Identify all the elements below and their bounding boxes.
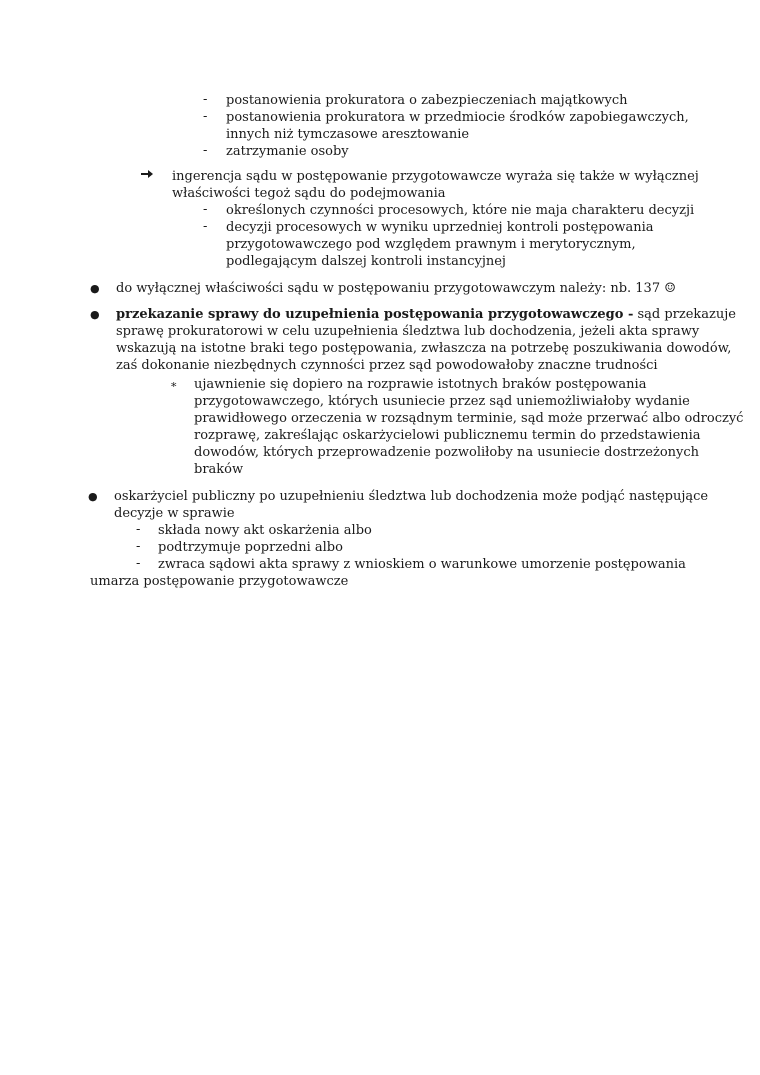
list-item: - postanowienia prokuratora w przedmiocie środków zapobiegawczych,: [203, 109, 689, 125]
list-item-continuation: innych niż tymczasowe aresztowanie: [226, 127, 470, 142]
list-item: - zwraca sądowi akta sprawy z wnioskiem o warunkowe umorzenie postępowania: [136, 556, 686, 572]
star-item-continuation: rozprawę, zakreślając oskarżycielowi publicznemu termin do przedstawienia: [194, 428, 701, 443]
arrow-list-item: ingerencja sądu w postępowanie przygotowawcze wyraża się także w wyłącznej: [140, 168, 699, 185]
bullet-item-continuation: decyzje w sprawie: [114, 506, 235, 521]
list-item: - postanowienia prokuratora o zabezpieczeniach majątkowych: [203, 92, 628, 108]
star-item-continuation: dowodów, których przeprowadzenie pozwoliłoby na usuniecie dostrzeżonych: [194, 445, 700, 460]
list-item: - składa nowy akt oskarżenia albo: [136, 522, 372, 538]
list-item: - decyzji procesowych w wyniku uprzedniej kontroli postępowania: [203, 219, 654, 235]
arrow-item-continuation: właściwości tegoż sądu do podejmowania: [172, 186, 446, 201]
bullet-item-continuation: wskazują na istotne braki tego postępowania, zwłaszcza na potrzebę poszukiwania dowodów,: [116, 341, 732, 356]
list-item-continuation: podlegającym dalszej kontroli instancyjnej: [226, 254, 506, 269]
bullet-list-item: ● oskarżyciel publiczny po uzupełnieniu śledztwa lub dochodzenia może podjąć następujące: [88, 489, 709, 504]
bullet-icon: ●: [88, 490, 98, 503]
list-item: - podtrzymuje poprzedni albo: [136, 539, 343, 555]
star-item-continuation: prawidłowego orzeczenia w rozsądnym terminie, sąd może przerwać albo odroczyć: [194, 411, 744, 426]
bullet-item-continuation: sprawę prokuratorowi w celu uzupełnienia śledztwa lub dochodzenia, jeżeli akta sprawy: [116, 324, 700, 339]
bullet-list-item: ● przekazanie sprawy do uzupełnienia postępowania przygotowawczego - sąd przekazuje: [90, 307, 737, 322]
star-list-item: ∗ ujawnienie się dopiero na rozprawie istotnych braków postępowania: [170, 377, 647, 392]
bullet-icon: ●: [90, 308, 100, 321]
arrow-right-icon: [140, 168, 172, 184]
list-item: - określonych czynności procesowych, które nie maja charakteru decyzji: [203, 202, 695, 218]
list-item: - zatrzymanie osoby: [203, 143, 349, 159]
bullet-list-item: ● do wyłącznej właściwości sądu w postępowaniu przygotowawczym należy: nb. 137 ☺: [90, 281, 676, 296]
star-item-continuation: braków: [194, 462, 244, 477]
star-item-continuation: przygotowawczego, których usuniecie przez sąd uniemożliwiałoby wydanie: [194, 394, 690, 409]
trailing-line: umarza postępowanie przygotowawcze: [90, 574, 349, 589]
bullet-icon: ●: [90, 282, 100, 295]
bullet-item-continuation: zaś dokonanie niezbędnych czynności przez sąd powodowałoby znaczne trudności: [116, 358, 658, 373]
list-item-continuation: przygotowawczego pod względem prawnym i merytorycznym,: [226, 237, 636, 252]
asterisk-icon: ∗: [170, 378, 178, 391]
